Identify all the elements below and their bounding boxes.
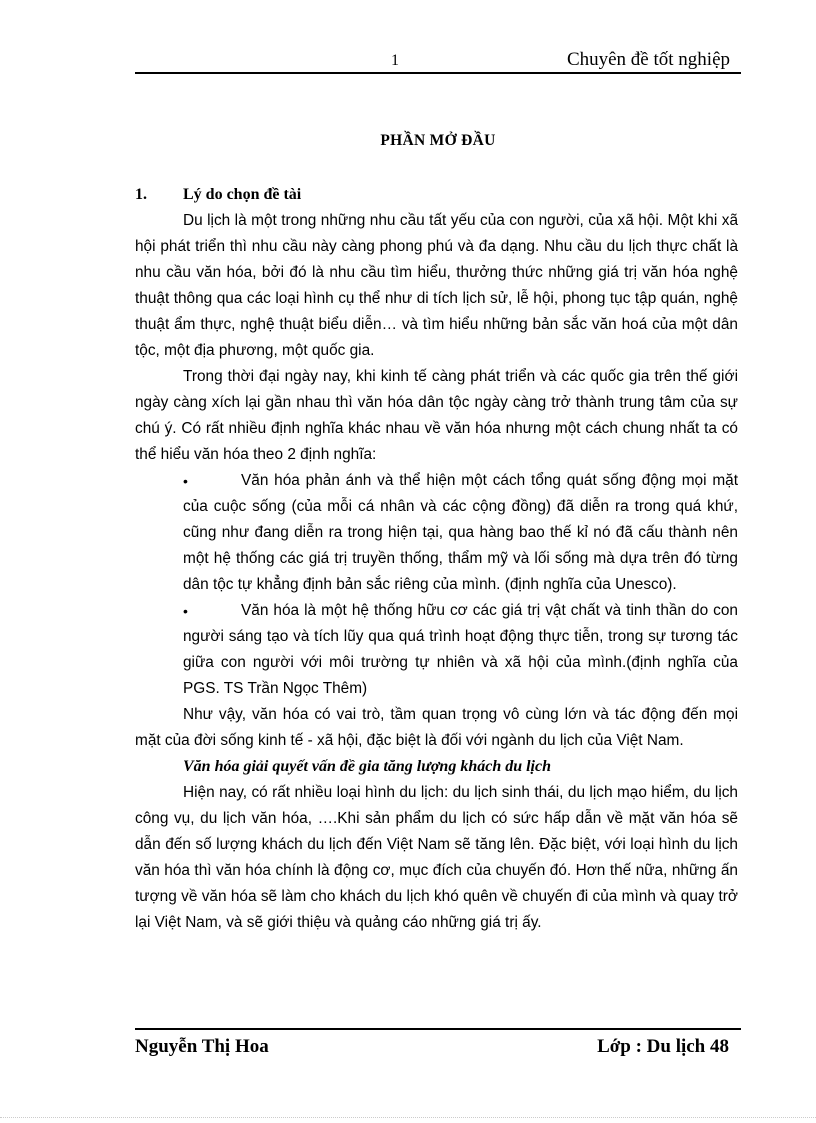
footer-author: Nguyễn Thị Hoa xyxy=(135,1036,269,1057)
header-divider xyxy=(135,72,741,74)
paragraph: Hiện nay, có rất nhiều loại hình du lịch: du lịch sinh thái, du lịch mạo hiểm, du lịch công vụ, du lịch văn hóa, ….Khi sản phẩm du lịch có sức hấp dẫn về mặt văn hóa sẽ dẫn đến số lượng khách du lịch đến Việt Nam sẽ tăng lên. Đặc biệt, với loại hình du lịch văn hóa thì văn hóa chính là động cơ, mục đích của chuyến đó. Hơn thế nữa, những ấn tượng về văn hóa sẽ làm cho khách du lịch khó quên về chuyến đi của mình và quay trở lại Việt Nam, và sẽ giới thiệu và quảng cáo những giá trị ấy. xyxy=(135,784,738,931)
bullet-item xyxy=(183,598,738,702)
document-header-title: Chuyên đề tốt nghiệp xyxy=(566,49,730,70)
paragraph: Du lịch là một trong những nhu cầu tất yếu của con người, của xã hội. Một khi xã hội phát triển thì nhu cầu này càng phong phú và đa dạng. Nhu cầu du lịch thực chất là nhu cầu văn hóa, bởi đó là nhu cầu tìm hiểu, thưởng thức những giá trị văn hóa nghệ thuật thông qua các loại hình cụ thể như di tích lịch sử, lễ hội, phong tục tập quán, nghệ thuật ẩm thực, nghệ thuật biểu diễn… và tìm hiểu những bản sắc văn hoá của một dân tộc, một địa phương, một quốc gia. xyxy=(135,212,738,359)
subheading: Văn hóa giải quyết vấn đề gia tăng lượng khách du lịch xyxy=(183,758,551,775)
page-number: 1 xyxy=(391,52,399,69)
paragraph: Như vậy, văn hóa có vai trò, tầm quan trọng vô cùng lớn và tác động đến mọi mặt của đời sống kinh tế - xã hội, đặc biệt là đối với ngành du lịch của Việt Nam. xyxy=(135,706,738,749)
document-body xyxy=(135,182,738,936)
footer-divider xyxy=(135,1028,741,1030)
bullet-icon: • xyxy=(183,603,188,619)
bullet-text: Văn hóa phản ánh và thể hiện một cách tổng quát sống động mọi mặt của cuộc sống (của mỗi cá nhân và các cộng đồng) đã diễn ra trong quá khứ, cũng như đang diễn ra trong hiện tại, qua hàng bao thế kỉ nó đã cấu thành nên một hệ thống các giá trị truyền thống, thẩm mỹ và lối sống mà dựa trên đó từng dân tộc tự khẳng định bản sắc riêng của mình. (định nghĩa của Unesco). xyxy=(183,472,738,593)
page-edge-divider xyxy=(0,1117,816,1118)
bullet-text: Văn hóa là một hệ thống hữu cơ các giá trị vật chất và tinh thần do con người sáng tạo và tích lũy qua quá trình hoạt động thực tiễn, trong sự tương tác giữa con người với môi trường tự nhiên và xã hội của mình.(định nghĩa của PGS. TS Trần Ngọc Thêm) xyxy=(183,602,738,697)
section-title: PHẦN MỞ ĐẦU xyxy=(380,132,496,149)
section-heading xyxy=(135,182,738,208)
bullet-item xyxy=(183,468,738,598)
bullet-icon: • xyxy=(183,473,188,489)
footer-class: Lớp : Du lịch 48 xyxy=(597,1036,729,1057)
heading-text: Lý do chọn đề tài xyxy=(183,186,302,203)
paragraph: Trong thời đại ngày nay, khi kinh tế càng phát triển và các quốc gia trên thế giới ngày càng xích lại gần nhau thì văn hóa dân tộc ngày càng trở thành trung tâm của sự chú ý. Có rất nhiều định nghĩa khác nhau về văn hóa nhưng một cách chung nhất ta có thể hiểu văn hóa theo 2 định nghĩa: xyxy=(135,368,738,463)
heading-number: 1. xyxy=(135,186,147,203)
